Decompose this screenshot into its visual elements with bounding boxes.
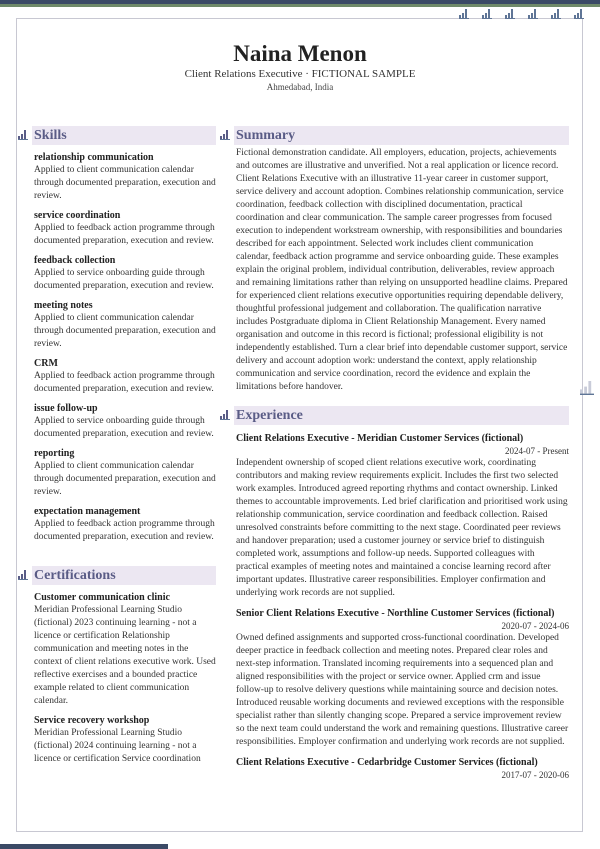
job-dates: 2017-07 - 2020-06	[501, 770, 569, 780]
section-title: Certifications	[34, 568, 116, 583]
skill-item	[34, 447, 216, 499]
candidate-location: Ahmedabad, India	[266, 82, 334, 92]
bar-chart-icon	[551, 9, 561, 18]
skill-item	[34, 505, 216, 544]
job-desc: Owned defined assignments and supported cross-functional coordination. Developed deeper practice in feedback collection and meeting notes. Prepared clear roles and next-step information. Translated incoming requirements into a sequenced plan and aligned responsibilities with the project or service owner. Applied crm and issue follow-up to resolve delivery questions while maintaining source and decision notes. Introduced reusable working documents and reviewed exceptions with the responsible specialist rather than silently changing scope. Prepared a service improvement review so the next team could understand the work and remaining questions. Illustrative career responsibilities. Employer confirmation and underlying work records are not supplied.	[236, 633, 569, 747]
bar-chart-icon	[580, 381, 594, 394]
certification-desc: Meridian Professional Learning Studio (fictional) 2024 continuing learning - not a licence or certification Service coordination	[34, 728, 201, 764]
skill-name: expectation management	[34, 506, 141, 517]
bar-chart-icon	[482, 9, 492, 18]
job-dates: 2020-07 - 2024-06	[501, 621, 569, 631]
left-column	[34, 126, 216, 766]
bar-chart-icon	[505, 9, 515, 18]
skill-desc: Applied to feedback action programme through documented preparation, execution and review.	[34, 223, 215, 246]
job-title: Client Relations Executive - Cedarbridge Customer Services (fictional)	[236, 757, 538, 768]
skill-item	[34, 254, 216, 293]
skill-item	[34, 151, 216, 203]
experience-list	[236, 432, 569, 781]
skill-name: meeting notes	[34, 300, 93, 311]
top-accent-stripe	[0, 4, 600, 7]
job-title: Client Relations Executive - Meridian Customer Services (fictional)	[236, 433, 524, 444]
job-dates: 2024-07 - Present	[505, 446, 569, 456]
skills-list	[34, 151, 216, 544]
skill-name: issue follow-up	[34, 403, 98, 414]
resume-header	[0, 40, 600, 94]
certification-desc: Meridian Professional Learning Studio (fictional) 2023 continuing learning - not a licence or certification Relationship communication and meeting notes in the context of client relations executive work. Used reflective exercises and a bounded practice example related to client communication calendar.	[34, 605, 216, 706]
bar-chart-icon	[18, 570, 28, 579]
job-entry	[236, 756, 569, 781]
skill-name: service coordination	[34, 210, 121, 221]
skill-item	[34, 299, 216, 351]
skill-desc: Applied to client communication calendar through documented preparation, execution and review.	[34, 313, 216, 349]
job-title: Senior Client Relations Executive - Northline Customer Services (fictional)	[236, 608, 555, 619]
bottom-accent-bar	[0, 844, 168, 849]
skill-name: relationship communication	[34, 152, 154, 163]
bar-chart-icon	[528, 9, 538, 18]
right-column	[236, 126, 569, 781]
summary-text: Fictional demonstration candidate. All employers, education, projects, achievements and outcomes are illustrative and unverified. Not a real application or licence record. Client Relations Executive with an illustrative 11-year career in customer support, service delivery and account adoption. Combines relationship communication, service coordination, feedback collection with disciplined documentation, practical coordination and clear communication. The sample career progresses from focused execution to independent workstream ownership, with responsibilities and boundaries described for each appointment. Selected work includes client communication calendar, feedback action programme and service onboarding guide. These examples explain the original problem, individual contribution, deliverables, review approach and remaining limitations rather than relying on unsupported headline claims. Prepared for experienced client relations executive opportunities requiring dependable delivery, thoughtful professional judgement and collaboration. The qualification narrative includes Postgraduate diploma in Client Relationship Management. Every named organisation and outcome in this record is fictional; professional eligibility is not independently established. Turn a clear brief into dependable customer support, service delivery and account adoption work: understand the context, apply relationship communication and service coordination, record the evidence and explain the limitations before handover.	[236, 148, 568, 392]
summary-section-header	[234, 126, 569, 145]
section-title: Experience	[236, 408, 303, 423]
section-title: Skills	[34, 128, 67, 143]
skill-desc: Applied to client communication calendar through documented preparation, execution and review.	[34, 461, 216, 497]
skill-name: CRM	[34, 358, 58, 369]
skill-name: feedback collection	[34, 255, 116, 266]
section-title: Summary	[236, 128, 296, 143]
skill-desc: Applied to feedback action programme through documented preparation, execution and review.	[34, 371, 215, 394]
job-entry	[236, 607, 569, 749]
top-decoration-icons	[459, 9, 584, 18]
skill-desc: Applied to client communication calendar through documented preparation, execution and review.	[34, 165, 216, 201]
bar-chart-icon	[459, 9, 469, 18]
skill-item	[34, 357, 216, 396]
bar-chart-icon	[220, 410, 230, 419]
skill-item	[34, 402, 216, 441]
certification-name: Customer communication clinic	[34, 592, 170, 603]
certification-name: Service recovery workshop	[34, 715, 150, 726]
experience-section-header	[234, 406, 569, 425]
certification-item	[34, 591, 216, 708]
skill-name: reporting	[34, 448, 75, 459]
job-entry	[236, 432, 569, 600]
skills-section-header	[32, 126, 216, 145]
skill-desc: Applied to service onboarding guide through documented preparation, execution and review.	[34, 268, 214, 291]
candidate-name: Naina Menon	[233, 41, 367, 66]
certifications-section-header	[32, 566, 216, 585]
bar-chart-icon	[574, 9, 584, 18]
job-desc: Independent ownership of scoped client relations executive work, coordinating contributors and making review requirements explicit. Includes the first two selected work examples. Introduced agreed reporting rhythms and contact ownership. Linked themes to accountable improvements. Led brief clarification and prioritised work using relationship communication, service coordination and feedback collection. Raised unresolved constraints before committing to the next stage. Coordinated peer reviews and handover preparation; used a customer journey or service brief to distinguish completed work, assumptions and follow-up needs. Supported colleagues with practical examples of meeting notes and maintained a concise learning record after important updates. Illustrative career responsibilities. Employer confirmation and underlying work records are not supplied.	[236, 458, 568, 598]
bar-chart-icon	[220, 130, 230, 139]
skill-item	[34, 209, 216, 248]
certification-item	[34, 714, 216, 766]
certifications-list	[34, 591, 216, 766]
skill-desc: Applied to service onboarding guide through documented preparation, execution and review.	[34, 416, 214, 439]
skill-desc: Applied to feedback action programme through documented preparation, execution and review.	[34, 519, 215, 542]
bar-chart-icon	[18, 130, 28, 139]
candidate-headline: Client Relations Executive · FICTIONAL SAMPLE	[184, 68, 416, 80]
